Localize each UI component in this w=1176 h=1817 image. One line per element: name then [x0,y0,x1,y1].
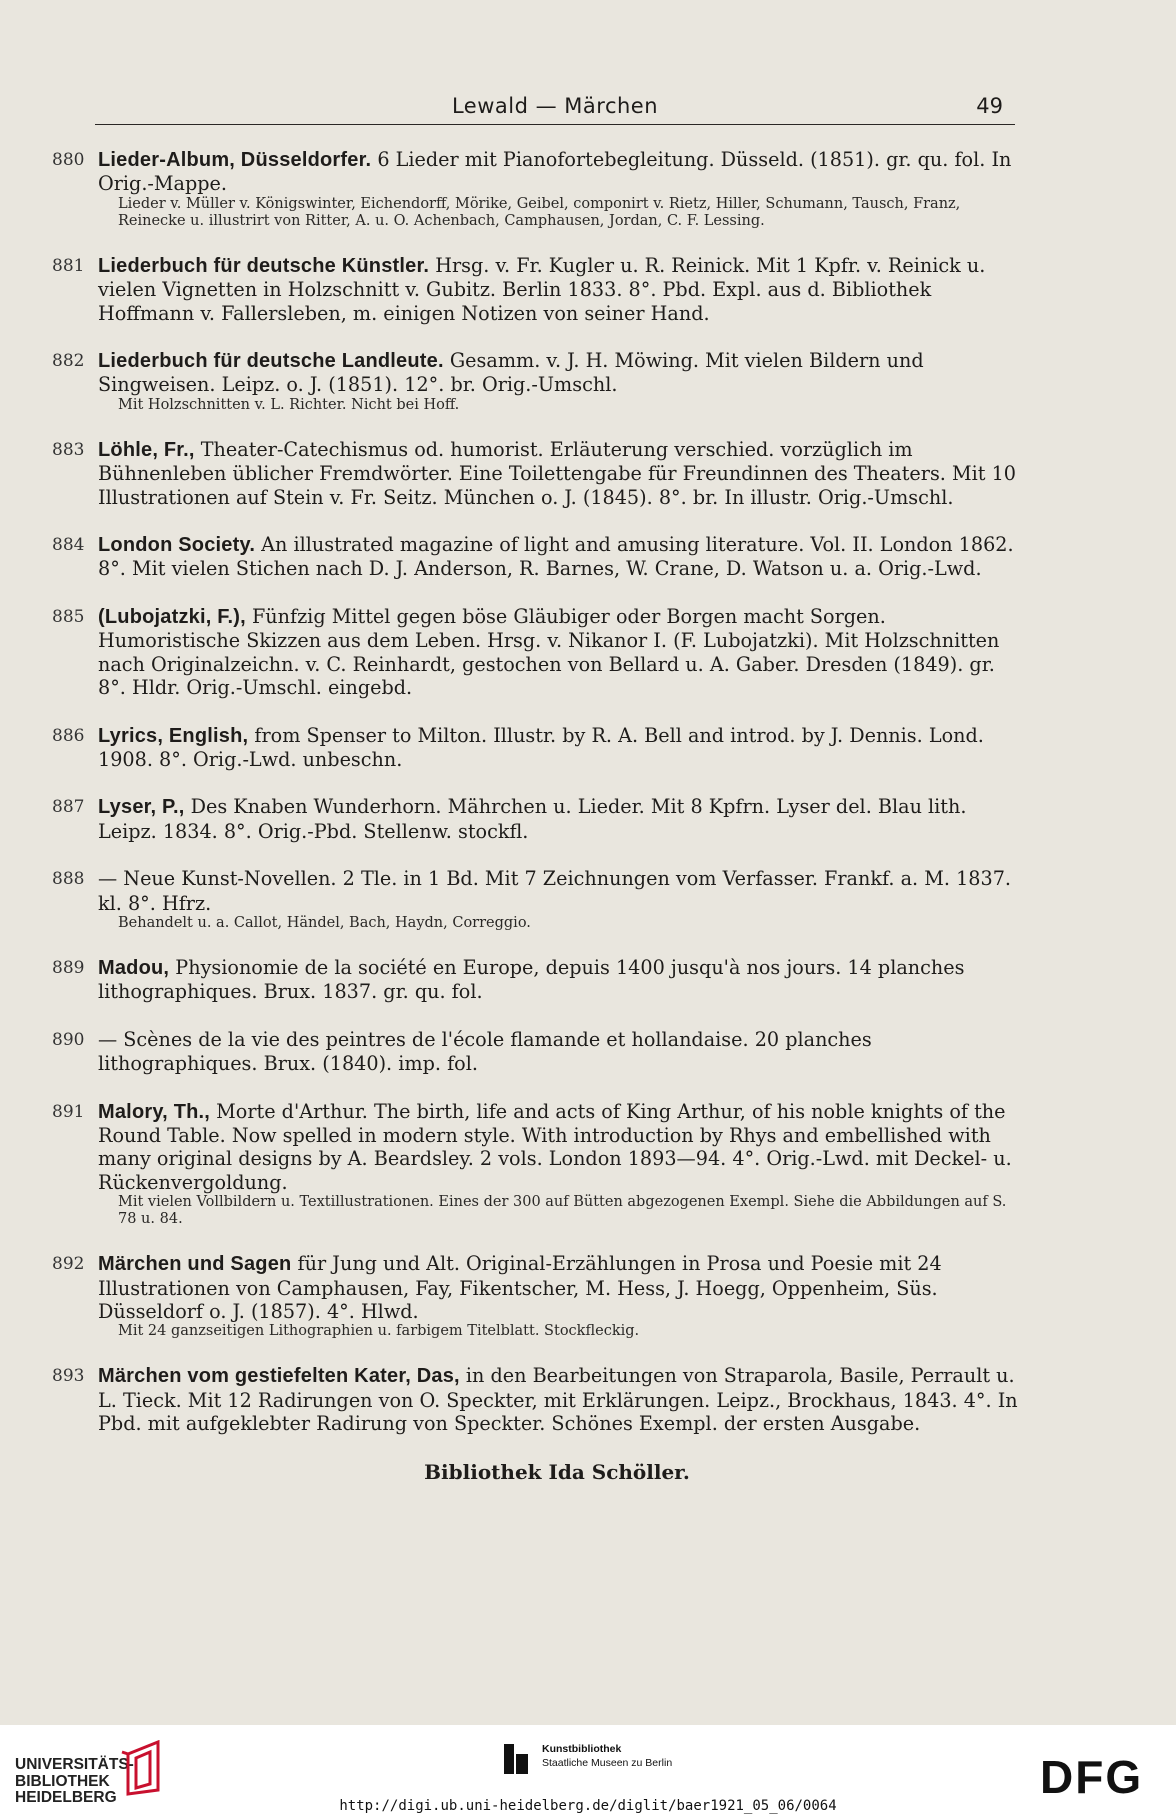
entry-text: für Jung und Alt. Original-Erzählungen in Prosa und Poesie mit 24 Illustrationen von Camphausen, Fay, Fikentscher, M. Hess, J. Hoegg, Oppenheim, Süs. Düsseldorf o. J. (1857). 4°. Hlwd. [98,1252,942,1323]
entry-number: 890 [52,1029,85,1050]
entry-text: 6 Lieder mit Pianofortebegleitung. Düsseld. (1851). gr. qu. fol. In Orig.-Mappe. [98,148,1012,196]
entry-number: 889 [52,957,85,978]
entry-text: Physionomie de la société en Europe, depuis 1400 jusqu'à nos jours. 14 planches lithographiques. Brux. 1837. gr. qu. fol. [98,955,965,1004]
catalog-entry [52,867,1022,932]
entry-note: Behandelt u. a. Callot, Händel, Bach, Haydn, Correggio. [118,914,531,931]
entry-body [98,349,1022,397]
entry-number: 891 [52,1101,85,1122]
entry-body [98,605,1022,700]
dfg-logo[interactable]: DFG [1040,1751,1144,1803]
entry-text: Hrsg. v. Fr. Kugler u. R. Reinick. Mit 1 Kpfr. v. Reinick u. vielen Vignetten in Holzschnitt v. Gubitz. Berlin 1833. 8°. Pbd. Expl. aus d. Bibliothek Hoffmann v. Fallersleben, m. einigen Notizen von seiner Hand. [98,253,986,325]
entry-number: 882 [52,351,85,372]
entry-text: Des Knaben Wunderhorn. Mährchen u. Lieder. Mit 8 Kpfrn. Lyser del. Blau lith. Leipz. 1834. 8°. Orig.-Pbd. Stellenw. stockfl. [98,795,967,843]
kb-line-2: Staatliche Museen zu Berlin [542,1757,673,1769]
entry-heading: Lieder-Album, Düsseldorfer. [98,149,372,171]
catalog-entries [52,148,1022,1484]
catalog-entry [52,533,1022,581]
entry-number: 892 [52,1254,85,1275]
kb-line-1: Kunstbibliothek [542,1743,622,1755]
ub-line-1: UNIVERSITÄTS- [15,1756,134,1773]
entry-heading: Lyser, P., [98,796,185,819]
entry-heading: Märchen vom gestiefelten Kater, Das, [98,1365,460,1388]
catalog-entry [52,795,1022,843]
source-url[interactable]: http://digi.ub.uni-heidelberg.de/diglit/baer1921_05_06/0064 [339,1798,837,1814]
entry-heading: Märchen und Sagen [98,1253,292,1276]
entry-body [98,254,1022,325]
entry-text: Gesamm. v. J. H. Möwing. Mit vielen Bildern und Singweisen. Leipz. o. J. (1851). 12°. br. Orig.-Umschl. [98,349,924,397]
catalog-entry [52,1100,1022,1229]
entry-note: Mit vielen Vollbildern u. Textillustrationen. Eines der 300 auf Bütten abgezogenen Exempl. Siehe die Abbildungen auf S. 78 u. 84. [118,1194,1007,1228]
entry-body [98,1364,1022,1435]
entry-number: 885 [52,606,85,627]
catalog-entry [52,605,1022,700]
entry-heading: London Society. [98,534,256,557]
catalog-entry [52,148,1022,230]
entry-number: 893 [52,1366,85,1387]
entry-note: Mit Holzschnitten v. L. Richter. Nicht bei Hoff. [118,396,460,413]
entry-text: — Neue Kunst-Novellen. 2 Tle. in 1 Bd. Mit 7 Zeichnungen vom Verfasser. Frankf. a. M. 1837. kl. 8°. Hfrz. [98,867,1011,915]
entry-heading: Madou, [98,956,170,979]
ub-line-3: HEIDELBERG [15,1789,117,1806]
entry-body [98,533,1022,581]
entry-number: 880 [52,150,85,170]
entry-body [98,1252,1022,1323]
entry-body [98,1100,1022,1195]
catalog-entry [52,254,1022,325]
entry-text: — Scènes de la vie des peintres de l'école flamande et hollandaise. 20 planches lithographiques. Brux. (1840). imp. fol. [98,1027,872,1076]
entry-heading: Malory, Th., [98,1100,211,1123]
catalog-entry [52,724,1022,772]
entry-body [98,724,1022,772]
entry-heading: Liederbuch für deutsche Künstler. [98,254,430,277]
entry-number: 886 [52,725,85,746]
catalog-entry [52,438,1022,509]
entry-text: Theater-Catechismus od. humorist. Erläuterung verschied. vorzüglich im Bühnenleben üblicher Fremdwörter. Eine Toilettengabe für Freundinnen des Theaters. Mit 10 Illustrationen auf Stein v. Fr. Seitz. München o. J. (1845). 8°. br. In illustr. Orig.-Umschl. [98,437,1016,509]
kunstbibliothek-logo-icon [504,1744,528,1774]
entry-number: 883 [52,439,85,460]
entry-body [98,148,1022,196]
entry-body [98,956,1022,1004]
entry-note: Mit 24 ganzseitigen Lithographien u. farbigem Titelblatt. Stockfleckig. [118,1323,640,1340]
page-number: 49 [976,94,1003,118]
ub-line-2: BIBLIOTHEK [15,1772,110,1790]
entry-heading: (Lubojatzki, F.), [98,605,246,628]
catalog-entry [52,1364,1022,1435]
ub-logo-icon [118,1740,170,1796]
entry-number: 884 [52,535,85,556]
entry-body [98,867,1022,915]
entry-text: from Spenser to Milton. Illustr. by R. A. Bell and introd. by J. Dennis. Lond. 1908. 8°. Orig.-Lwd. unbeschn. [98,723,984,771]
entry-body [98,438,1022,509]
page-title: Lewald — Märchen [451,94,659,118]
collection-note: Bibliothek Ida Schöller. [424,1459,690,1484]
entry-number: 887 [52,797,85,818]
catalog-entry [52,349,1022,414]
entry-body [98,795,1022,843]
entry-text: in den Bearbeitungen von Straparola, Basile, Perrault u. L. Tieck. Mit 12 Radirungen von O. Speckter, mit Erklärungen. Leipz., Brockhaus, 1843. 4°. In Pbd. mit aufgeklebter Radirung von Speckter. Schönes Exempl. der ersten Ausgabe. [98,1364,1018,1436]
entry-heading: Löhle, Fr., [98,438,195,461]
catalog-entry [52,956,1022,1004]
entry-text: Morte d'Arthur. The birth, life and acts of King Arthur, of his noble knights of the Round Table. Now spelled in modern style. With introduction by Rhys and embellished with many original designs by A. Beardsley. 2 vols. London 1893—94. 4°. Orig.-Lwd. mit Deckel- u. Rückenvergoldung. [98,1099,1012,1194]
entry-note: Lieder v. Müller v. Königswinter, Eichendorff, Mörike, Geibel, componirt v. Rietz, Hiller, Schumann, Tausch, Franz, Reinecke u. illustrirt von Ritter, A. u. O. Achenbach, Camphausen, Jordan, C. F. Lessing. [118,195,961,229]
entry-text: An illustrated magazine of light and amusing literature. Vol. II. London 1862. 8°. Mit vielen Stichen nach D. J. Anderson, R. Barnes, W. Crane, D. Watson u. a. Orig.-Lwd. [98,533,1014,581]
kunstbibliothek-logo-text[interactable] [542,1742,672,1770]
entry-text: Fünfzig Mittel gegen böse Gläubiger oder Borgen macht Sorgen. Humoristische Skizzen aus dem Leben. Hrsg. v. Nikanor I. (F. Lubojatzki). Mit Holzschnitten nach Originalzeichn. v. C. Reinhardt, gestochen von Bellard u. A. Gaber. Dresden (1849). gr. 8°. Hldr. Orig.-Umschl. eingebd. [98,604,1000,700]
entry-heading: Liederbuch für deutsche Landleute. [98,350,444,373]
entry-heading: Lyrics, English, [98,724,249,747]
entry-number: 888 [52,869,85,890]
catalog-entry [52,1252,1022,1340]
entry-number: 881 [52,255,85,276]
catalog-entry [52,1028,1022,1076]
running-head [95,88,1015,125]
entry-body [98,1028,1022,1076]
